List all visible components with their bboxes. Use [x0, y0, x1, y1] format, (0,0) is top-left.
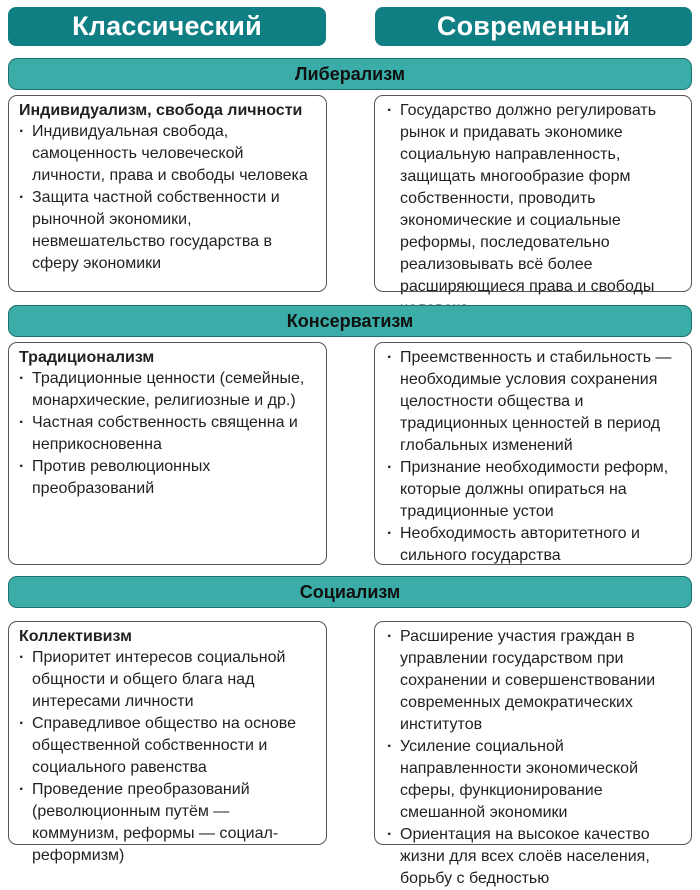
socialism-classic-box — [8, 621, 327, 864]
list-item: · Приоритет интересов социальной общности и общего блага над интересами личности — [17, 647, 318, 713]
conservatism-classic-heading: Традиционализм — [19, 349, 155, 366]
conservatism-classic-box — [8, 342, 327, 565]
list-item: · Усиление социальной направленности экономической сферы, функционирование смешанной экономики — [385, 736, 683, 824]
list-item: · Расширение участия граждан в управлении государством при сохранении и совершенствовании современных демократических институтов — [385, 626, 683, 736]
liberalism-classic-heading: Индивидуализм, свобода личности — [19, 102, 303, 119]
section-title-conservatism: Консерватизм — [8, 305, 692, 337]
socialism-modern-box — [374, 621, 692, 887]
list-item: · Против революционных преобразований — [17, 456, 318, 500]
list-item: · Защита частной собственности и рыночной экономики, невмешательство государства в сферу экономики — [17, 187, 318, 275]
list-item: · Индивидуальная свобода, самоценность человеческой личности, права и свободы человека — [17, 121, 318, 187]
section-title-liberalism: Либерализм — [8, 58, 692, 90]
list-item: · Частная собственность священна и неприкосновенна — [17, 412, 318, 456]
section-title-socialism: Социализм — [8, 576, 692, 608]
conservatism-modern-box — [374, 342, 692, 565]
liberalism-classic-box — [8, 95, 327, 292]
list-item: · Признание необходимости реформ, которые должны опираться на традиционные устои — [385, 457, 683, 523]
list-item: · Традиционные ценности (семейные, монархические, религиозные и др.) — [17, 368, 318, 412]
list-item: · Проведение преобразований (революционным путём — коммунизм, реформы — социал-реформизм) — [17, 779, 318, 867]
list-item: · Ориентация на высокое качество жизни для всех слоёв населения, борьбу с бедностью — [385, 824, 683, 890]
socialism-classic-heading: Коллективизм — [19, 628, 132, 645]
list-item: · Необходимость авторитетного и сильного государства — [385, 523, 683, 567]
list-item: · Справедливое общество на основе общественной собственности и социального равенства — [17, 713, 318, 779]
list-item: · Государство должно регулировать рынок и придавать экономике социальную направленность, защищать многообразие форм собственности, проводить экономические и социальные реформы, последовательно реализовывать всё более расширяющиеся права и свободы — [385, 100, 683, 320]
liberalism-modern-box — [374, 95, 692, 295]
header-modern: Современный — [375, 7, 692, 46]
list-item: · Преемственность и стабильность — необходимые условия сохранения целостности общества и традиционных ценностей в период глобальных изменений — [385, 347, 683, 457]
header-classic: Классический — [8, 7, 326, 46]
